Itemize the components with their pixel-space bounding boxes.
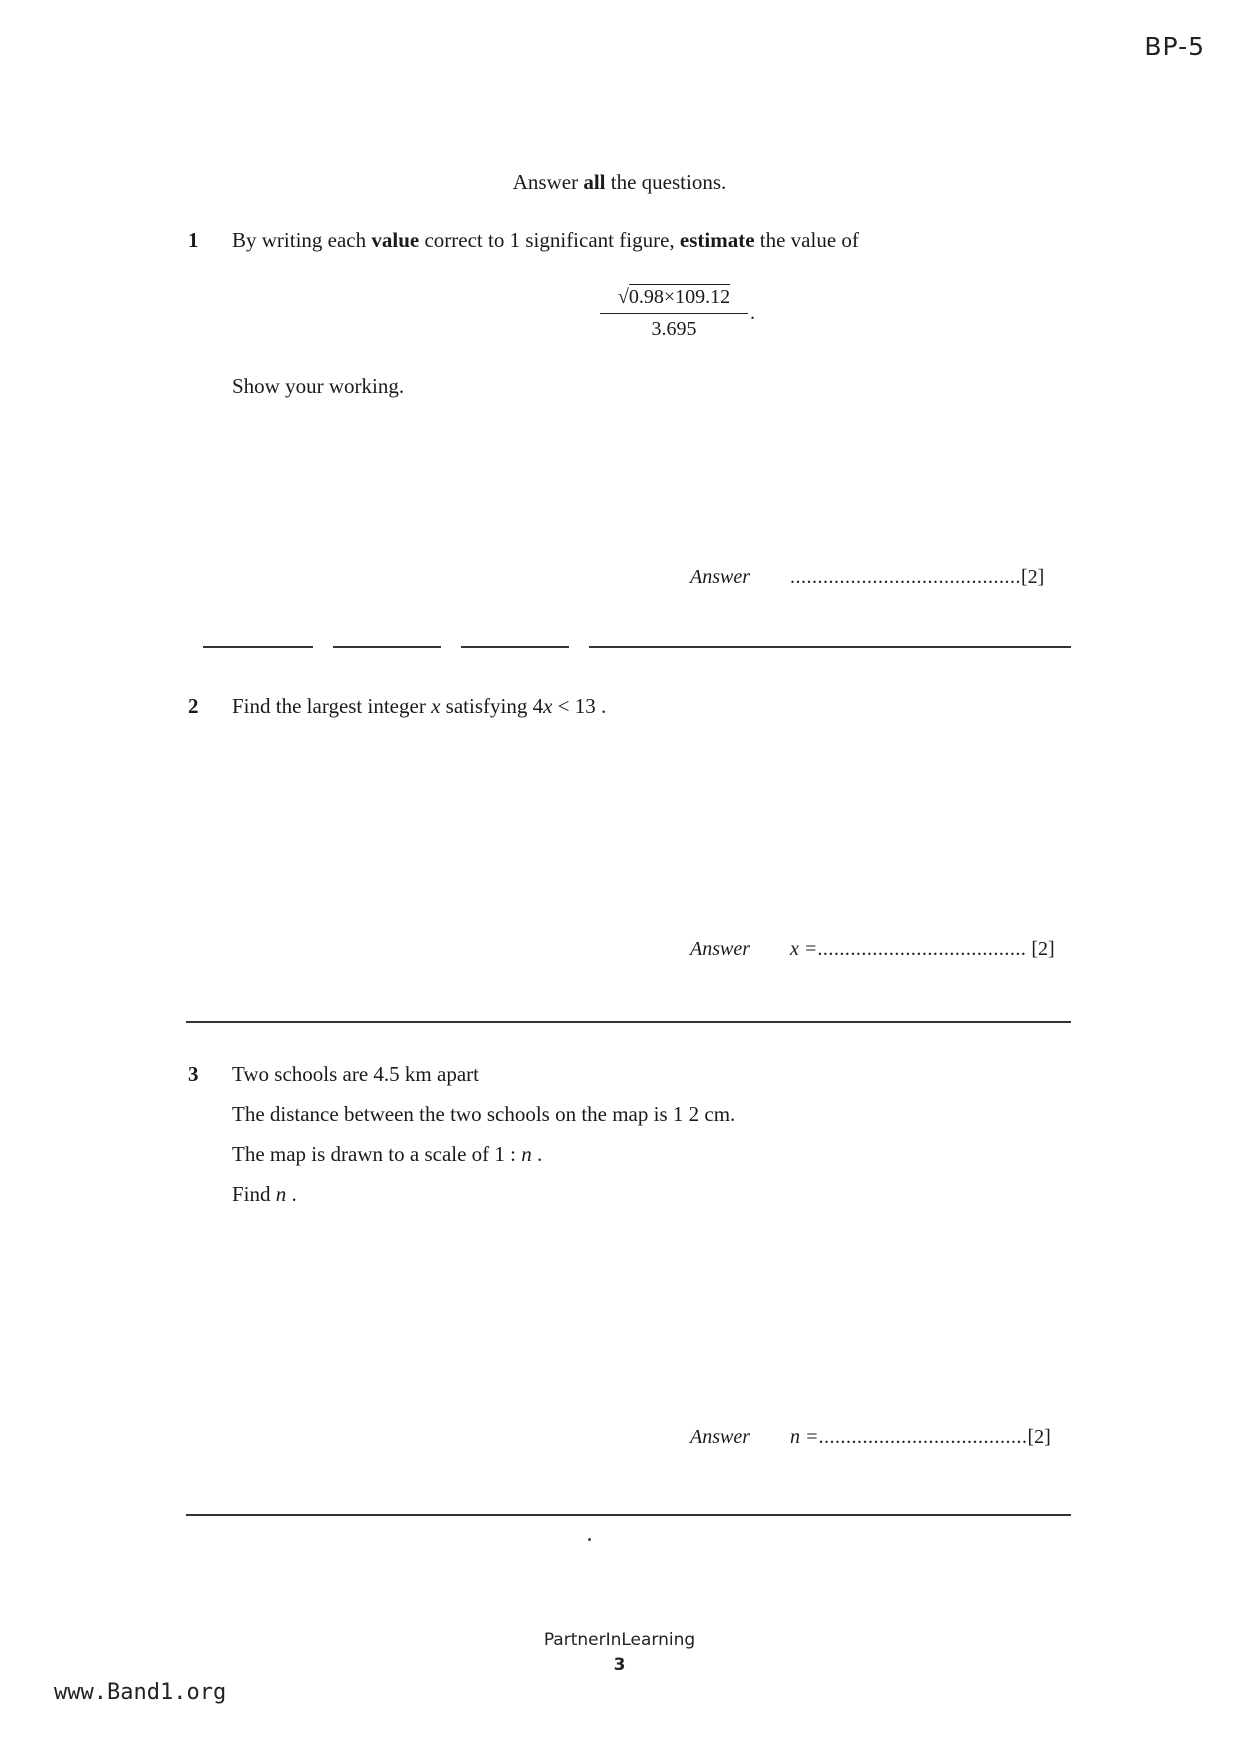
document-code: BP-5 (1144, 32, 1205, 61)
q3-line-3-end: . (531, 1142, 543, 1166)
answer-variable: n = (790, 1426, 819, 1448)
q1-text-bold1: value (371, 228, 420, 252)
answer-variable: x = (790, 938, 818, 960)
q1-text-part2: correct to 1 significant figure, (419, 228, 680, 252)
q2-answer-line (690, 938, 1070, 961)
q3-line-2: The distance between the two schools on the map is 1 2 cm. (232, 1102, 736, 1126)
instructions (0, 170, 1239, 195)
q2-text3: < 13 . (552, 694, 607, 718)
watermark: www.Band1.org (54, 1680, 227, 1705)
q2-text2: satisfying 4 (440, 694, 544, 718)
answer-blank[interactable]: ...................................... (818, 1426, 1028, 1448)
q3-line-3-text: The map is drawn to a scale of 1 : (232, 1142, 522, 1166)
q3-line-3-var: n (521, 1142, 532, 1166)
q3-line-4-var: n (275, 1182, 287, 1206)
divider-segment (333, 646, 441, 648)
q1-fraction (600, 284, 748, 341)
question-2-number: 2 (188, 694, 199, 718)
answer-blank[interactable]: ...................................... (817, 938, 1027, 960)
divider-segment (203, 646, 313, 648)
q3-line-4-text: Find (232, 1182, 276, 1206)
marks: [2] (1031, 938, 1055, 960)
q2-text: Find the largest integer (232, 694, 432, 718)
divider (186, 1514, 1071, 1516)
stray-mark (588, 1538, 591, 1541)
q2-var: x (431, 694, 441, 718)
question-1-number: 1 (188, 228, 199, 252)
q1-text-part3: the value of (754, 228, 859, 252)
marks: [2] (1021, 566, 1045, 588)
divider (186, 1021, 1071, 1023)
q3-line-1: Two schools are 4.5 km apart (232, 1062, 479, 1086)
q3-line-3 (232, 1142, 542, 1167)
q2-var2: x (543, 694, 553, 718)
instructions-prefix: Answer (512, 170, 584, 194)
fraction-trailing-dot: . (750, 302, 755, 324)
instructions-suffix: the questions. (605, 170, 727, 194)
q3-answer-line (690, 1426, 1070, 1449)
instructions-bold: all (583, 170, 606, 194)
fraction-denominator: 3.695 (651, 318, 697, 340)
answer-label: Answer (690, 938, 750, 960)
q3-line-4-end: . (286, 1182, 297, 1206)
q3-line-4 (232, 1182, 297, 1207)
question-3-number: 3 (188, 1062, 199, 1086)
answer-label: Answer (690, 1426, 750, 1448)
divider-segment (589, 646, 1071, 648)
footer-brand: PartnerInLearning (543, 1630, 696, 1650)
fraction-numerator (600, 284, 748, 314)
radical-sign-icon: √ (617, 286, 629, 308)
marks: [2] (1027, 1426, 1051, 1448)
question-1-text (232, 228, 859, 253)
q1-text-bold2: estimate (679, 228, 755, 252)
answer-label: Answer (690, 566, 750, 588)
page-number: 3 (613, 1655, 626, 1675)
q1-answer-line (690, 566, 1070, 589)
answer-blank[interactable]: .......................................... (790, 566, 1021, 588)
divider-segment (461, 646, 569, 648)
q1-text-part1: By writing each (232, 228, 372, 252)
q1-show-working: Show your working. (232, 374, 405, 398)
radicand: 0.98×109.12 (628, 286, 731, 308)
question-2-text (232, 694, 606, 719)
